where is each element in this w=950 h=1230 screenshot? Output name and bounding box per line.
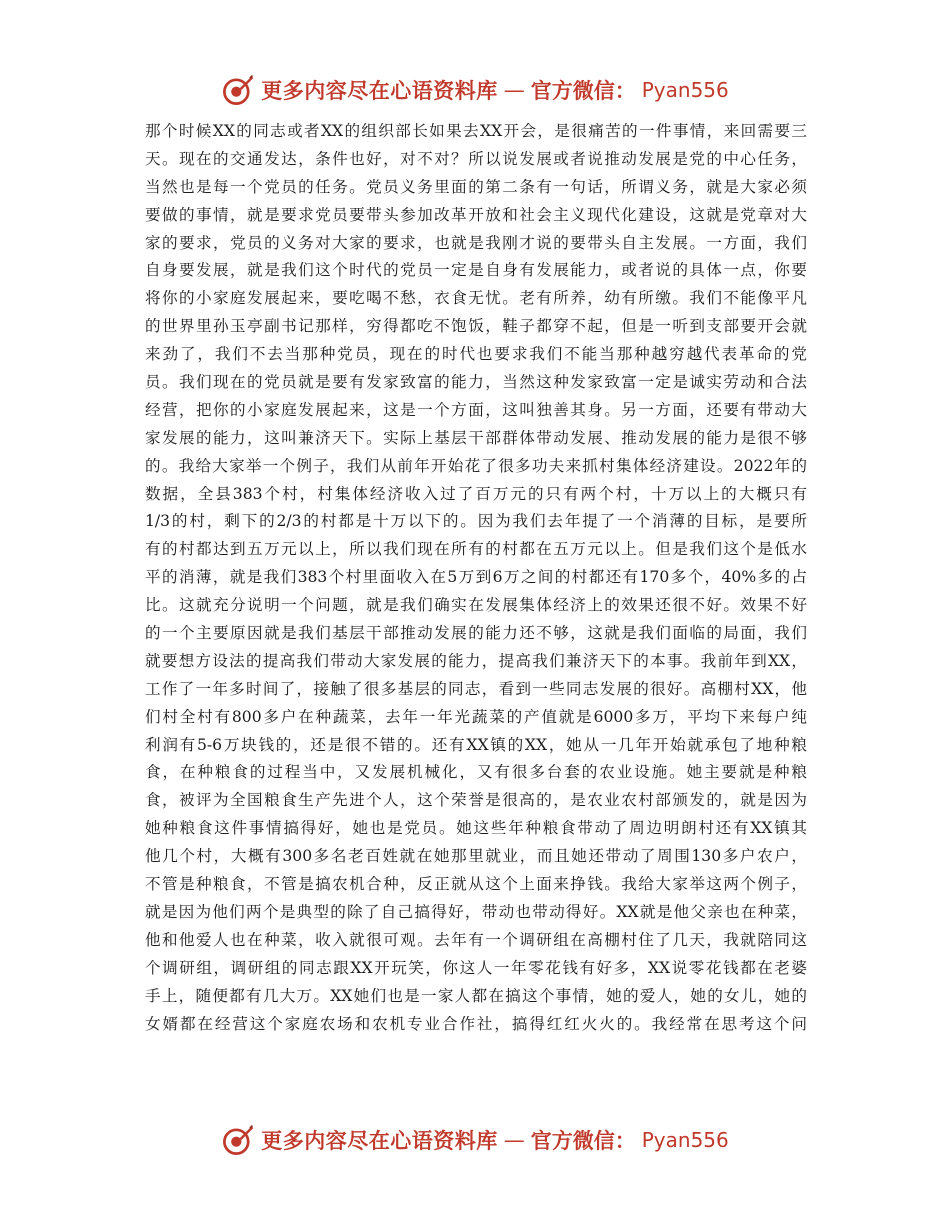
banner-dash: — [503,78,525,102]
body-line: 来劲了，我们不去当那种党员，现在的时代也要求我们不能当那种越穷越代表革命的党 [145,345,807,364]
body-line: 当然也是每一个党员的任务。党员义务里面的第二条有一句话，所谓义务，就是大家必须 [145,177,807,196]
body-line: 就是因为他们两个是典型的除了自己搞得好，带动也带动得好。XX就是他父亲也在种菜， [145,902,807,921]
body-line: 平的消薄，就是我们383个村里面收入在5万到6万之间的村都还有170多个，40%多的占 [145,568,807,587]
banner-wechat-id: Pyan556 [641,78,729,102]
body-line: 他和他爱人也在种菜，收入就很可观。去年有一个调研组在高棚村住了几天，我就陪同这 [145,930,807,949]
body-line: 食，被评为全国粮食生产先进个人，这个荣誉是很高的，是农业农村部颁发的，就是因为 [145,791,807,810]
body-line: 天。现在的交通发达，条件也好，对不对？所以说发展或者说推动发展是党的中心任务， [145,149,807,168]
body-line: 食，在种粮食的过程当中，又发展机械化，又有很多台套的农业设施。她主要就是种粮 [145,763,807,782]
banner-title: 更多内容尽在心语资料库 [261,1128,498,1153]
body-line: 员。我们现在的党员就是要有发家致富的能力，当然这种发家致富一定是诚实劳动和合法 [145,373,807,392]
body-line: 手上，随便都有几大万。XX她们也是一家人都在搞这个事情，她的爱人，她的女儿，她的 [145,986,807,1005]
body-line: 家的要求，党员的义务对大家的要求，也就是我刚才说的要带头自主发展。一方面，我们 [145,233,807,252]
body-line: 1/3的村，剩下的2/3的村都是十万以下的。因为我们去年提了一个消薄的目标，是要所 [145,512,807,531]
body-line: 工作了一年多时间了，接触了很多基层的同志，看到一些同志发展的很好。高棚村XX，他 [145,679,807,698]
body-line: 她种粮食这件事情搞得好，她也是党员。她这些年种粮食带动了周边明朗村还有XX镇其 [145,819,807,838]
body-line: 数据，全县383个村，村集体经济收入过了百万元的只有两个村，十万以上的大概只有 [145,484,807,503]
document-body [145,118,807,1038]
body-line: 比。这就充分说明一个问题，就是我们确实在发展集体经济上的效果还很不好。效果不好 [145,596,807,615]
banner-title: 更多内容尽在心语资料库 [261,78,498,103]
body-line: 就要想方设法的提高我们带动大家发展的能力，提高我们兼济天下的本事。我前年到XX， [145,651,807,670]
body-line: 他几个村，大概有300多名老百姓就在她那里就业，而且她还带动了周围130多户农户， [145,847,807,866]
body-line: 家发展的能力，这叫兼济天下。实际上基层干部群体带动发展、推动发展的能力是很不够 [145,428,807,447]
pen-logo-icon [221,1123,255,1157]
body-line: 个调研组，调研组的同志跟XX开玩笑，你这人一年零花钱有好多，XX说零花钱都在老婆 [145,958,807,977]
body-line: 将你的小家庭发展起来，要吃喝不愁，衣食无忧。老有所养，幼有所缴。我们不能像平凡 [145,289,807,308]
body-line: 的世界里孙玉亭副书记那样，穷得都吃不饱饭，鞋子都穿不起，但是一听到支部要开会就 [145,317,807,336]
banner-wechat-label: 官方微信： [530,1128,636,1153]
body-line: 那个时候XX的同志或者XX的组织部长如果去XX开会，是很痛苦的一件事情，来回需要三 [145,122,807,140]
footer-banner [0,1120,950,1160]
banner-wechat-label: 官方微信： [530,78,636,103]
body-line: 经营，把你的小家庭发展起来，这是一个方面，这叫独善其身。另一方面，还要有带动大 [145,400,807,419]
body-line: 们村全村有800多户在种蔬菜，去年一年光蔬菜的产值就是6000多万，平均下来每户纯 [145,707,807,726]
body-line: 利润有5-6万块钱的，还是很不错的。还有XX镇的XX，她从一几年开始就承包了地种粮 [145,735,807,754]
body-line: 有的村都达到五万元以上，所以我们现在所有的村都在五万元以上。但是我们这个是低水 [145,540,807,559]
header-banner [0,70,950,110]
body-line: 自身要发展，就是我们这个时代的党员一定是自身有发展能力，或者说的具体一点，你要 [145,261,807,280]
banner-wechat-id: Pyan556 [641,1128,729,1152]
body-line: 的。我给大家举一个例子，我们从前年开始花了很多功夫来抓村集体经济建设。2022年的 [145,456,807,475]
banner-dash: — [503,1128,525,1152]
body-line: 要做的事情，就是要求党员要带头参加改革开放和社会主义现代化建设，这就是党章对大 [145,205,807,224]
body-line: 不管是种粮食，不管是搞农机合种，反正就从这个上面来挣钱。我给大家举这两个例子， [145,875,807,894]
body-line: 女婿都在经营这个家庭农场和农机专业合作社，搞得红红火火的。我经常在思考这个问 [145,1014,807,1033]
pen-logo-icon [221,73,255,107]
body-line: 的一个主要原因就是我们基层干部推动发展的能力还不够，这就是我们面临的局面，我们 [145,624,807,643]
